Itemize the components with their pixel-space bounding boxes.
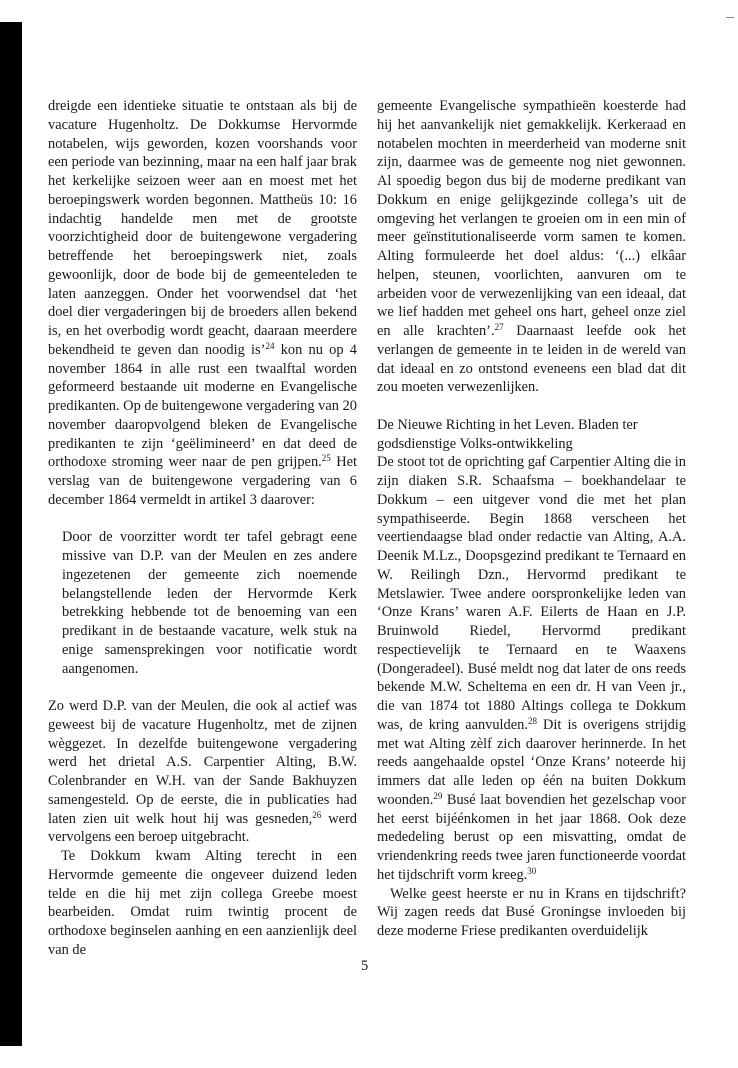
footnote-ref[interactable]: 30 <box>527 865 537 876</box>
paragraph-text: Het verslag van de buitengewone vergadering van 6 december 1864 vermeldt in artikel 3 daarover: <box>48 454 357 508</box>
paragraph <box>48 97 357 510</box>
right-column <box>377 97 686 941</box>
page-number: 5 <box>361 958 369 974</box>
paragraph-text: Zo werd D.P. van der Meulen, die ook al actief was geweest bij de vacature Hugenholtz, met de zijnen wèggezet. In dezelfde buitengewone vergadering werd het drietal A.S. Carpentier Alting, B.W. Colenbrander en W.H. van der Sande Bakhuyzen samengesteld. Op de eerste, die in publicaties had laten zien uit welk hout hij was gesneden, <box>48 698 357 827</box>
paragraph <box>48 697 357 847</box>
paragraph-text: werd vervolgens een beroep uitgebracht. <box>48 810 357 846</box>
footnote-ref[interactable]: 27 <box>494 322 504 332</box>
footnote-ref[interactable]: 24 <box>265 340 275 351</box>
spacer <box>48 678 357 697</box>
paragraph-text: kon nu op 4 november 1864 in alle rust een twaalftal worden geformeerd bestaande uit moderne en Evangelische predikanten. Op de buitengewone vergadering van 20 november daaropvolgend bleken de Evangelische predikanten te zijn ‘geëlimineerd’ en dat deed de orthodoxe stroming weer naar de pen grijpen. <box>48 341 357 471</box>
paragraph-text: dreigde een identieke situatie te ontstaan als bij de vacature Hugenholtz. De Dokkumse Hervormde notabelen, wijs geworden, kozen voorshands voor een periode van bezinning, maar na een half jaar brak het kerkelijke seizoen weer aan en moest met het beroepingswerk worden begonnen. Mattheüs 10: 16 indachtig handelde men met de grootste voorzichtigheid door de buitengewone vergadering betreffende het beroepingswerk niet, zoals gewoonlijk, door de bode bij de gemeenteleden te laten aanzeggen. Onder het voorwendsel dat ‘het doel dier vergaderingen bij de broeders allen bekend is, en het overbodig wordt geacht, daaraan meerdere bekendheid te geven dan noodig is’ <box>48 98 357 358</box>
footnote-ref[interactable]: 28 <box>527 715 537 726</box>
footnote-ref[interactable]: 25 <box>321 453 331 464</box>
footnote-ref[interactable]: 29 <box>433 790 443 801</box>
paragraph-text: Dit is overigens strijdig met wat Alting zèlf zich daarover herinnerde. In het reeds aangehaalde opstel ‘Onze Krans’ noteerde hij immers dat alle leden op één na buiten Dokkum woonden. <box>377 716 686 808</box>
paragraph <box>377 97 686 397</box>
scan-corner-mark <box>726 17 734 18</box>
spacer <box>48 510 357 529</box>
left-column <box>48 97 357 960</box>
paragraph-text: Busé laat bovendien het gezelschap voor het eerst bijéénkomen in het jaar 1868. Ook deze mededeling berust op een misvatting, omdat de vriendenkring reeds twee jaren functioneerde voordat het tijdschrift vorm kreeg. <box>377 791 686 883</box>
paragraph: Welke geest heerste er nu in Krans en tijdschrift? Wij zagen reeds dat Busé Groningse invloeden bij deze moderne Friese predikanten overduidelijk <box>377 885 686 939</box>
footnote-ref[interactable]: 26 <box>312 809 322 820</box>
block-quote: Door de voorzitter wordt ter tafel gebragt eene missive van D.P. van der Meulen en zes andere ingezetenen der gemeente zich noemende belangstellende leden der Hervormde Kerk betrekking hebbende tot de benoeming van een predikant in de bestaande vacature, welk stuk na enige samensprekingen voor notificatie wordt aangenomen. <box>62 529 357 677</box>
spacer <box>377 397 686 416</box>
paragraph-text: gemeente Evangelische sympathieën koesterde had hij het aanvankelijk niet gemakkelijk. Kerkeraad en notabelen mochten in meerderheid van moderne snit zijn, daarmee was de gemeente nog niet gewonnen. Al spoedig begon dus bij de moderne predikant van Dokkum en enige gelijkgezinde collega’s uit de omgeving het verlangen te groeien om in een min of meer geïnstitutionaliseerde vorm samen te komen. Alting formuleerde het doel aldus: ‘(...) elkâar helpen, steunen, voorlichten, aanvuren om te arbeiden voor de verwezenlijking van een ideaal, dat we lief hadden met geheel ons hart, geheel onze ziel en alle krachten’. <box>377 98 686 339</box>
section-heading: De Nieuwe Richting in het Leven. Bladen ter godsdienstige Volks-ontwikkeling <box>377 416 638 452</box>
paragraph: Te Dokkum kwam Alting terecht in een Hervormde gemeente die ongeveer duizend leden telde en die hij met zijn collega Greebe moest bearbeiden. Omdat ruim twintig procent de orthodoxe beginselen aanhing en een aanzienlijk deel van de <box>48 848 357 958</box>
paragraph-text: De stoot tot de oprichting gaf Carpentier Alting die in zijn diaken S.R. Schaafsma – boekhandelaar te Dokkum – een uitgever vond die met het plan sympathiseerde. Begin 1868 verscheen het veertiendaagse blad onder redactie van Alting, A.A. Deenik M.Lz., Doopsgezind predikant te Ternaard en W. Reilingh Dzn., Hervormd predikant te Metslawier. Twee andere oorspronkelijke leden van ‘Onze Krans’ waren A.F. Eilerts de Haan en J.P. Bruinwold Riedel, Hervormd predikant respectievelijk te Ternaard en te Waaxens (Dongeradeel). Busé meldt nog dat later de ons reeds bekende M.W. Scheltema en een dr. H van Veen jr., die van 1874 tot 1880 Altings collega te Dokkum was, de kring aanvulden. <box>377 454 686 733</box>
paragraph <box>377 453 686 884</box>
scan-edge-bar <box>0 22 22 1046</box>
paragraph-text: Daarnaast leefde ook het verlangen de gemeente in te leiden in de wereld van dat ideaal en zo ontstond eveneens een blad dat dit zou moeten verwezenlijken. <box>377 323 686 396</box>
